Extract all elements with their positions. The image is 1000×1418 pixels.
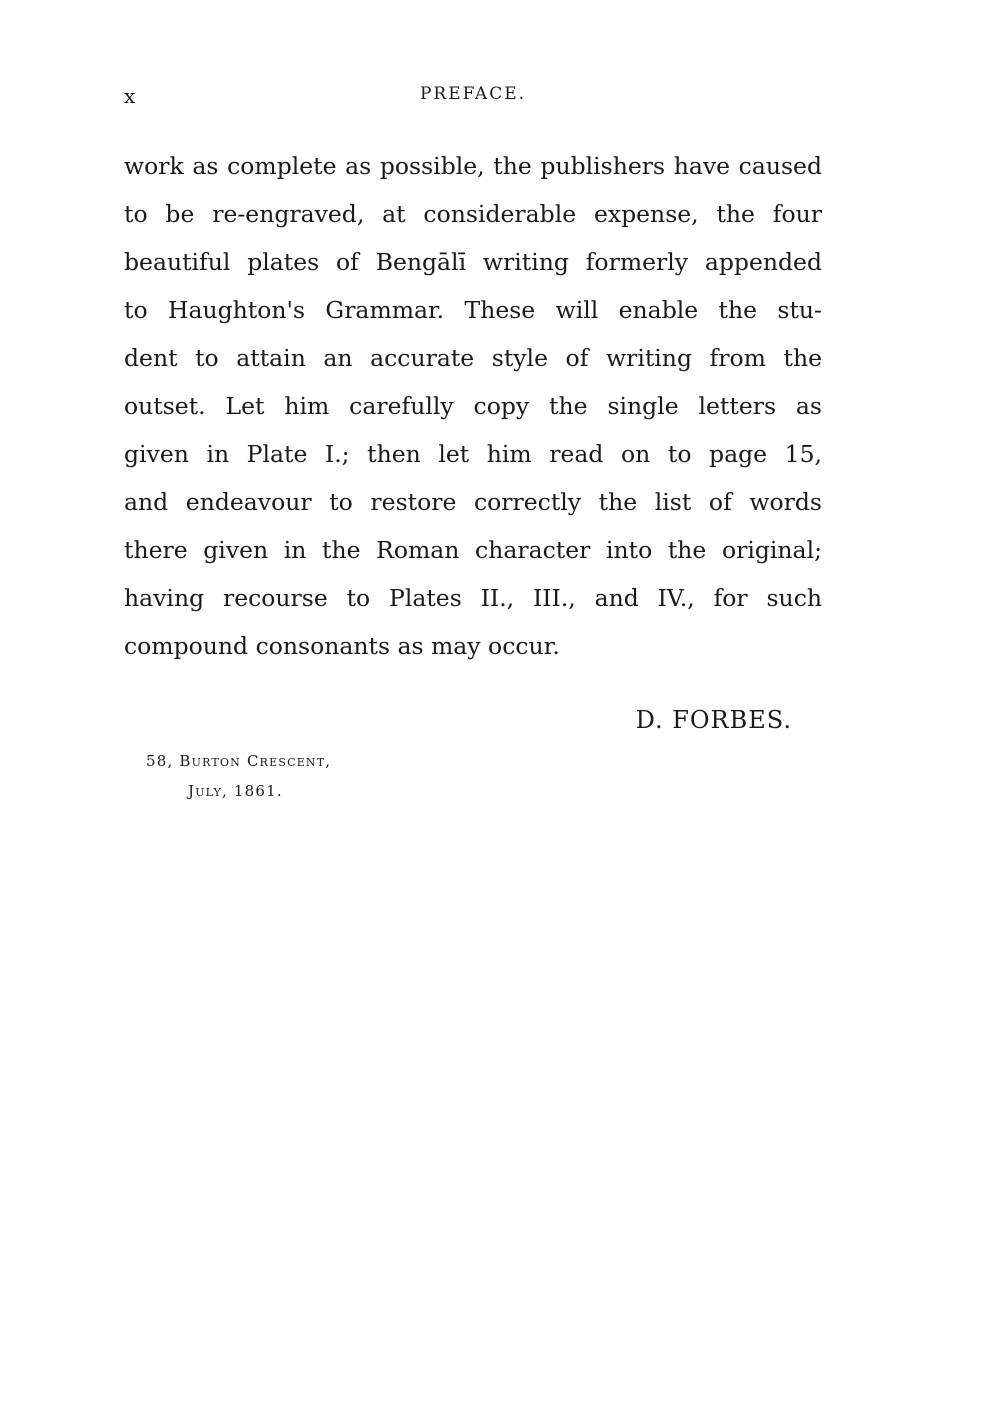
body-line: there given in the Roman character into the original; xyxy=(124,536,822,564)
address-street: 58, Burton Crescent, xyxy=(146,752,332,770)
address-date: July, 1861. xyxy=(188,782,283,800)
address-block xyxy=(146,746,331,806)
body-line: work as complete as possible, the publishers have caused xyxy=(124,152,822,180)
author-signature: D. FORBES. xyxy=(635,706,792,734)
body-line: having recourse to Plates II., III., and IV., for such xyxy=(124,584,822,612)
body-line: beautiful plates of Bengālī writing formerly appended xyxy=(124,248,822,276)
body-line: outset. Let him carefully copy the single letters as xyxy=(124,392,822,420)
body-line: to be re-engraved, at considerable expense, the four xyxy=(124,200,822,228)
body-line: and endeavour to restore correctly the list of words xyxy=(124,488,822,516)
body-line: dent to attain an accurate style of writing from the xyxy=(124,344,822,372)
running-title: PREFACE. xyxy=(419,84,527,104)
running-head xyxy=(124,84,822,112)
body-line: given in Plate I.; then let him read on to page 15, xyxy=(124,440,822,468)
body-line: to Haughton's Grammar. These will enable the stu- xyxy=(124,296,822,324)
preface-body xyxy=(124,146,822,674)
page-number: x xyxy=(124,84,137,108)
body-line: compound consonants as may occur. xyxy=(124,632,560,660)
